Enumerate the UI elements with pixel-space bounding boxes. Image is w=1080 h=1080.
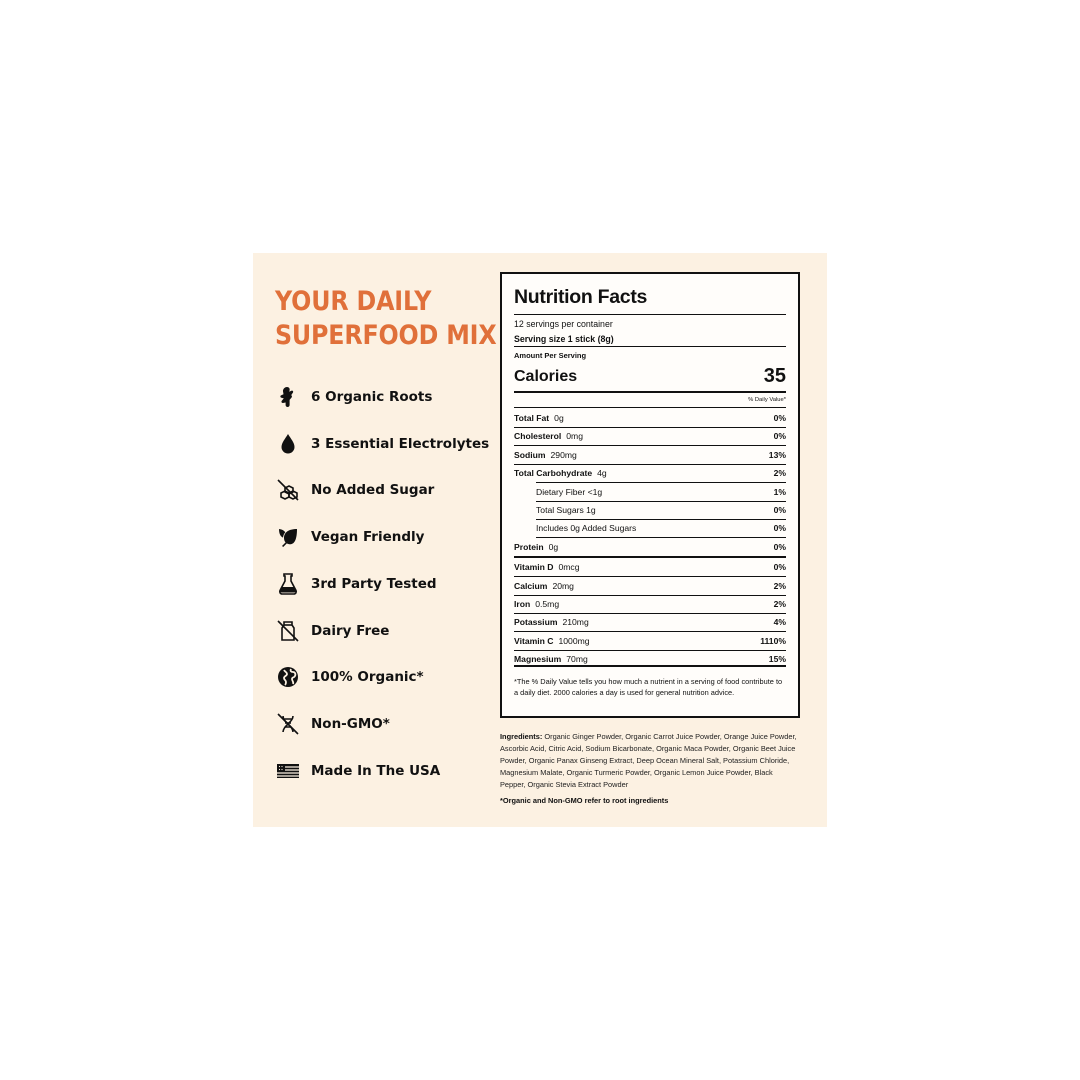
ginger-root-icon bbox=[275, 384, 301, 410]
feature-organic bbox=[275, 663, 495, 691]
nutrient-amount: 1000mg bbox=[558, 635, 590, 646]
ingredients-label: Ingredients: bbox=[500, 732, 543, 741]
product-info-panel bbox=[253, 253, 827, 827]
divider bbox=[514, 407, 786, 408]
divider bbox=[514, 665, 786, 667]
nutrient-daily-value: 2% bbox=[773, 468, 786, 479]
globe-icon bbox=[275, 664, 301, 690]
divider bbox=[514, 314, 786, 315]
feature-organic-roots bbox=[275, 383, 495, 411]
nutrient-row bbox=[514, 464, 786, 482]
nutrient-amount: 70mg bbox=[566, 654, 588, 665]
nutrient-name: Iron bbox=[514, 599, 531, 609]
nutrient-amount: 4g bbox=[597, 468, 607, 479]
feature-vegan bbox=[275, 523, 495, 551]
nutrient-row bbox=[536, 483, 786, 501]
nutrient-row bbox=[514, 409, 786, 427]
divider bbox=[514, 391, 786, 393]
nutrient-name: Total Fat bbox=[514, 413, 550, 423]
servings-per-container: 12 servings per container bbox=[514, 319, 613, 329]
daily-value-header: % Daily Value* bbox=[748, 397, 786, 403]
nutrient-name: Vitamin C bbox=[514, 635, 554, 646]
nutrient-name: Total Sugars 1g bbox=[536, 505, 596, 515]
ingredients-list bbox=[500, 731, 800, 791]
daily-value-footnote: *The % Daily Value tells you how much a nutrient in a serving of food contribute to a daily diet. 2000 calories a day is used for general nutrition advice. bbox=[514, 677, 783, 697]
nutrient-daily-value: 15% bbox=[768, 654, 786, 665]
nutrient-row bbox=[514, 613, 786, 631]
feature-label: 100% Organic* bbox=[311, 669, 424, 685]
feature-third-party-tested bbox=[275, 570, 495, 598]
nutrient-daily-value: 0% bbox=[773, 431, 786, 442]
feature-label: Dairy Free bbox=[311, 623, 390, 639]
feature-label: Vegan Friendly bbox=[311, 529, 425, 545]
calories-value: 35 bbox=[763, 365, 786, 387]
nutrient-amount: 20mg bbox=[552, 580, 574, 591]
nutrient-name: Total Carbohydrate bbox=[514, 468, 593, 479]
nutrient-row bbox=[536, 501, 786, 519]
nutrient-name: Potassium bbox=[514, 617, 558, 628]
nutrient-daily-value: 0% bbox=[773, 523, 786, 534]
nutrient-name: Calcium bbox=[514, 580, 548, 591]
nutrient-daily-value: 0% bbox=[773, 562, 786, 573]
nutrient-amount: 0mcg bbox=[558, 562, 580, 573]
nutrient-daily-value: 4% bbox=[773, 617, 786, 628]
nutrient-amount: 0g bbox=[554, 413, 564, 423]
no-sugar-cubes-icon bbox=[275, 477, 301, 503]
feature-label: Non-GMO* bbox=[311, 716, 390, 732]
nutrient-amount: 0mg bbox=[566, 431, 583, 442]
nutrient-daily-value: 2% bbox=[773, 580, 786, 591]
nutrient-daily-value: 13% bbox=[768, 449, 786, 460]
feature-non-gmo bbox=[275, 710, 495, 738]
nutrient-name: Cholesterol bbox=[514, 431, 562, 442]
nutrient-row bbox=[514, 427, 786, 445]
nutrient-name: Includes 0g Added Sugars bbox=[536, 523, 637, 534]
nutrition-facts-label bbox=[500, 272, 800, 718]
feature-label: 3 Essential Electrolytes bbox=[311, 436, 490, 452]
nutrient-row bbox=[514, 446, 786, 464]
amount-per-serving: Amount Per Serving bbox=[514, 351, 587, 360]
nutrient-name: Protein bbox=[514, 541, 544, 552]
water-drop-icon bbox=[275, 431, 301, 457]
headline bbox=[275, 285, 497, 353]
no-dna-icon bbox=[275, 711, 301, 737]
divider bbox=[514, 346, 786, 347]
feature-label: No Added Sugar bbox=[311, 482, 435, 498]
calories-label: Calories bbox=[514, 368, 578, 385]
nutrient-row bbox=[514, 632, 786, 650]
lab-flask-icon bbox=[275, 571, 301, 597]
headline-line-1: YOUR DAILY bbox=[275, 286, 432, 317]
nutrient-name: Magnesium bbox=[514, 654, 562, 665]
nutrient-amount: 210mg bbox=[562, 617, 589, 628]
nutrient-row bbox=[514, 595, 786, 613]
feature-no-added-sugar bbox=[275, 476, 495, 504]
nutrient-row bbox=[536, 519, 786, 537]
nutrient-row bbox=[514, 558, 786, 576]
nutrient-name: Dietary Fiber <1g bbox=[536, 486, 603, 497]
nutrient-daily-value: 0% bbox=[773, 541, 786, 552]
nutrient-daily-value: 1% bbox=[773, 486, 786, 497]
nutrient-name: Vitamin D bbox=[514, 562, 554, 573]
feature-label: Made In The USA bbox=[311, 763, 441, 779]
nutrient-row bbox=[514, 538, 786, 556]
headline-line-2: SUPERFOOD MIX bbox=[275, 320, 497, 351]
feature-electrolytes bbox=[275, 430, 495, 458]
nutrition-facts-title: Nutrition Facts bbox=[514, 286, 648, 308]
no-milk-carton-icon bbox=[275, 618, 301, 644]
nutrient-amount: 290mg bbox=[550, 449, 577, 460]
leaf-icon bbox=[275, 524, 301, 550]
nutrient-daily-value: 0% bbox=[773, 505, 786, 515]
nutrient-row bbox=[514, 577, 786, 595]
organic-footnote: *Organic and Non-GMO refer to root ingredients bbox=[500, 796, 669, 805]
nutrient-name: Sodium bbox=[514, 449, 546, 460]
usa-flag-icon bbox=[275, 758, 301, 784]
nutrient-daily-value: 1110% bbox=[760, 635, 786, 646]
ingredients-text: Organic Ginger Powder, Organic Carrot Juice Powder, Orange Juice Powder, Ascorbic Acid, Citric Acid, Sodium Bicarbonate, Organic Maca Powder, Organic Beet Juice Powder, Organic Panax Ginseng Extract, Deep Ocean Mineral Salt, Potassium Chloride, Magnesium Malate, Organic Turmeric Powder, Organic Lemon Juice Powder, Black Pepper, Organic Stevia Extract Powder bbox=[500, 732, 797, 789]
feature-label: 3rd Party Tested bbox=[311, 576, 437, 592]
feature-dairy-free bbox=[275, 617, 495, 645]
feature-label: 6 Organic Roots bbox=[311, 389, 433, 405]
nutrient-daily-value: 2% bbox=[773, 599, 786, 609]
serving-size: Serving size 1 stick (8g) bbox=[514, 334, 614, 344]
nutrient-daily-value: 0% bbox=[773, 413, 786, 423]
feature-made-in-usa bbox=[275, 757, 495, 785]
nutrient-amount: 0.5mg bbox=[535, 599, 560, 609]
nutrient-amount: 0g bbox=[548, 541, 559, 552]
